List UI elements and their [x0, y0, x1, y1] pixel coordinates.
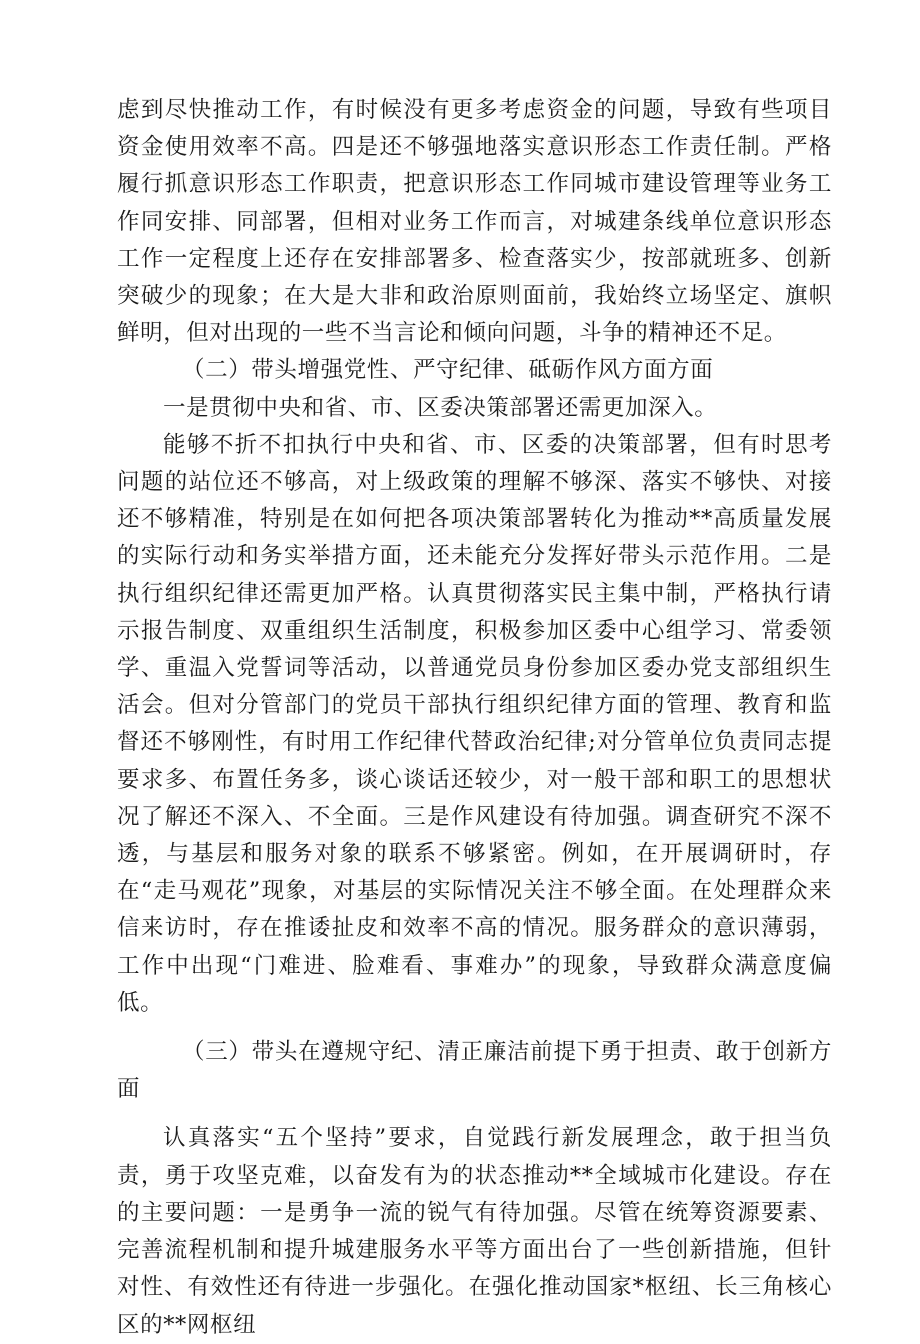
section-heading-3: （三）带头在遵规守纪、清正廉洁前提下勇于担责、敢于创新方面 [117, 1039, 832, 1103]
document-page [117, 92, 832, 1344]
body-paragraph-2: 一是贯彻中央和省、市、区委决策部署还需更加深入。 [163, 394, 718, 421]
section-heading-2: （二）带头增强党性、严守纪律、砥砺作风方面方面 [182, 357, 714, 384]
body-paragraph-1: 虑到尽快推动工作，有时候没有更多考虑资金的问题，导致有些项目资金使用效率不高。四是还不够强地落实意识形态工作责任制。严格履行抓意识形态工作职责，把意识形态工作同城市建设管理等业务工作同安排、同部署，但相对业务工作而言，对城建条线单位意识形态工作一定程度上还存在安排部署多、检查落实少，按部就班多、创新突破少的现象；在大是大非和政治原则面前，我始终立场坚定、旗帜鲜明，但对出现的一些不当言论和倾向问题，斗争的精神还不足。 [117, 97, 832, 347]
body-paragraph-3: 能够不折不扣执行中央和省、市、区委的决策部署，但有时思考问题的站位还不够高，对上级政策的理解不够深、落实不够快、对接还不够精准，特别是在如何把各项决策部署转化为推动**高质量发展的实际行动和务实举措方面，还未能充分发挥好带头示范作用。二是执行组织纪律还需更加严格。认真贯彻落实民主集中制，严格执行请示报告制度、双重组织生活制度，积极参加区委中心组学习、常委领学、重温入党誓词等活动，以普通党员身份参加区委办党支部组织生活会。但对分管部门的党员干部执行组织纪律方面的管理、教育和监督还不够刚性，有时用工作纪律代替政治纪律;对分管单位负责同志提要求多、布置任务多，谈心谈话还较少，对一般干部和职工的思想状况了解还不深入、不全面。三是作风建设有待加强。调查研究不深不透，与基层和服务对象的联系不够紧密。例如，在开展调研时，存在“走马观花”现象，对基层的实际情况关注不够全面。在处理群众来信来访时，存在推诿扯皮和效率不高的情况。服务群众的意识薄弱，工作中出现“门难进、脸难看、事难办”的现象，导致群众满意度偏低。 [117, 431, 832, 1016]
body-paragraph-4: 认真落实“五个坚持”要求，自觉践行新发展理念，敢于担当负责，勇于攻坚克难，以奋发有为的状态推动**全域城市化建设。存在的主要问题：一是勇争一流的锐气有待加强。尽管在统筹资源要素、完善流程机制和提升城建服务水平等方面出台了一些创新措施，但针对性、有效性还有待进一步强化。在强化推动国家*枢纽、长三角核心区的**网枢纽 [117, 1125, 832, 1338]
